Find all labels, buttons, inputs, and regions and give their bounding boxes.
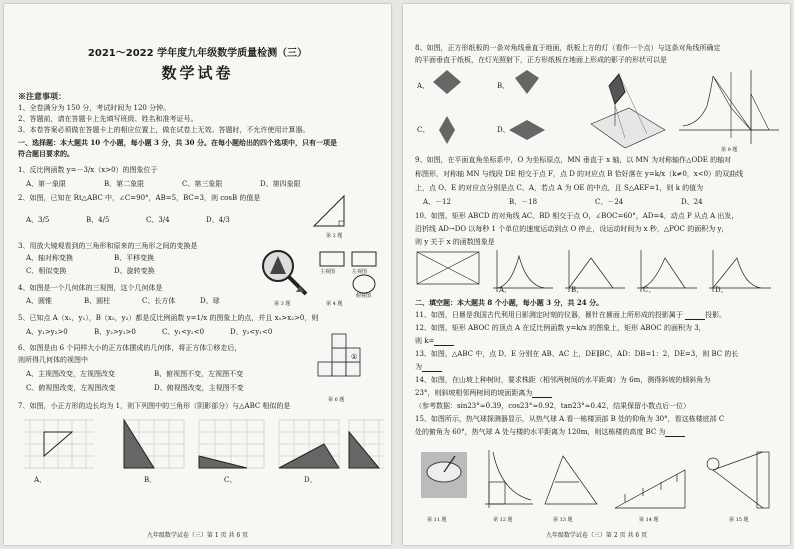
- q4-option-a: A、圆锥: [26, 297, 53, 305]
- exam-page-1: [4, 4, 391, 545]
- view-label-top: 俯视图: [356, 293, 372, 299]
- q8-option-a: A、: [417, 82, 430, 90]
- q7-option-b: B、: [144, 476, 157, 484]
- q6-option-a: A、主视图改变，左视图改变: [26, 370, 116, 378]
- q13-caption: 第 13 题: [553, 517, 573, 523]
- q11-caption: 第 11 题: [427, 517, 447, 523]
- question-8-line2: 的平面垂直于纸板，在灯光照射下，正方形纸板在地面上形成的影子的形状可以是: [415, 56, 667, 64]
- q7-option-d: D、: [304, 476, 317, 484]
- q7-option-c: C、: [224, 476, 237, 484]
- note-2: 2、答题前，请在答题卡上先填写班级、姓名和准考证号。: [18, 115, 198, 123]
- q15-caption: 第 15 题: [729, 517, 749, 523]
- question-4: 4、如图是一个几何体的三视图，这个几何体是: [18, 284, 163, 292]
- q14-text: 23°，则斜坡相邻两树间的坡面距离为: [415, 389, 533, 397]
- note-1: 1、全卷满分为 150 分，考试时间为 120 分钟。: [18, 104, 171, 112]
- q1-option-c: C、第三象限: [182, 180, 223, 188]
- question-15: 15、如图所示，热气球探测器显示，从热气球 A 看一栋楼顶部 B 处的仰角为 30°，看这栋楼底部 C: [415, 415, 725, 423]
- question-10: 10、如图，矩形 ABCD 的对角线 AC、BD 相交于点 O，∠BOC=60°，AD=4，动点 P 从点 A 出发，: [415, 212, 739, 220]
- q1-option-a: A、第一象限: [26, 180, 67, 188]
- q14-caption: 第 14 题: [639, 517, 659, 523]
- question-12-line2: [415, 337, 454, 346]
- note-3: 3、本卷答案必须做在答题卡上的相应位置上，做在试卷上无效。答题时，不允许使用计算器。: [18, 126, 310, 134]
- q9-option-c: C、－24: [595, 198, 624, 206]
- q3-option-c: C、相似变换: [26, 267, 67, 275]
- q12-blank[interactable]: [434, 339, 454, 346]
- q8-option-c: C、: [417, 126, 430, 134]
- q10-graph-options: [415, 248, 785, 294]
- q13-blank[interactable]: [422, 365, 442, 372]
- question-10-line3: 则 y 关于 x 的函数图象是: [415, 238, 495, 246]
- question-1: 1、反比例函数 y=－3/x（x>0）的图象位于: [18, 166, 158, 174]
- q2-option-d: D、4/3: [206, 216, 230, 224]
- question-6-line2: 则所得几何体的视图中: [18, 356, 88, 364]
- section1-heading: 一、选择题：本大题共 10 个小题，每小题 3 分，共 30 分。在每小题给出的四个选项中，只有一项是: [18, 138, 337, 147]
- q13-text: 为: [415, 363, 422, 371]
- q10-option-b: B、: [571, 286, 584, 294]
- question-7: 7、如图，小正方形的边长均为 1，则下列图中的三角形（阴影部分）与△ABC 相似的是: [18, 402, 291, 410]
- q8-lamp-figure: [585, 68, 671, 150]
- q9-caption: 第 9 题: [721, 147, 738, 153]
- q9-coordinate-figure: [675, 68, 783, 148]
- page-footer-1: 九年级数学试卷（三）第 1 页 共 6 页: [146, 532, 249, 539]
- q1-option-d: D、第四象限: [260, 180, 301, 188]
- three-views-figure: [318, 250, 384, 300]
- q14-blank[interactable]: [532, 391, 552, 398]
- question-9-line3: 上，点 O、E 的对应点分别是点 C、A，若点 A 为 OE 的中点，且 S△AEF=1，则 k 的值为: [415, 184, 704, 192]
- q2-option-a: A、3/5: [26, 216, 50, 224]
- question-14-line2: [415, 389, 552, 398]
- q10-option-a: A、: [499, 286, 512, 294]
- q3-option-a: A、轴对称变换: [26, 254, 74, 262]
- section2-heading: 二、填空题：本大题共 8 个小题，每小题 3 分，共 24 分。: [415, 298, 604, 307]
- q7-grid-figures: [24, 416, 384, 472]
- question-5: 5、已知点 A（x₁，y₁），B（x₂，y₂）都是反比例函数 y=1/x 的图象上的点，并且 x₁>x₂>0，则: [18, 314, 319, 322]
- q9-option-b: B、－18: [509, 198, 538, 206]
- view-label-front: 主视图: [320, 269, 336, 275]
- q15-text: 处的俯角为 60°，热气球 A 处与楼的水平距离为 120m，则这栋楼的高度 BC 为: [415, 428, 666, 436]
- q5-option-b: B、y₂>y₁>0: [94, 328, 136, 336]
- q2-option-b: B、4/5: [86, 216, 110, 224]
- q11-text: 11、如图，日晷是我国古代利用日影测定时刻的仪器，晷针在晷面上所形成的投影属于: [415, 311, 683, 319]
- q9-option-d: D、24: [681, 198, 703, 206]
- magnifier-figure: [258, 246, 314, 298]
- q6-option-c: C、俯视图改变，左视图改变: [26, 384, 116, 392]
- q6-option-b: B、俯视图不变，左视图不变: [154, 370, 244, 378]
- q8-shadow-options: [427, 68, 597, 148]
- q1-option-b: B、第二象限: [104, 180, 145, 188]
- q8-option-b: B、: [497, 82, 510, 90]
- view-label-side: 左视图: [352, 269, 368, 275]
- q15-blank[interactable]: [665, 430, 685, 437]
- exam-subtitle: 数学试卷: [161, 64, 234, 82]
- q2-option-c: C、3/4: [146, 216, 170, 224]
- q5-option-d: D、y₂<y₁<0: [230, 328, 273, 336]
- question-3: 3、用放大镜观看到的三角形和原来的三角形之间的变换是: [18, 242, 198, 250]
- question-13: 13、如图，△ABC 中，点 D、E 分别在 AB、AC 上，DE∥BC，AD：DB=1：2，DE=3，则 BC 的长: [415, 350, 739, 358]
- exam-page-2: [403, 4, 790, 545]
- q12-text: 则 k=: [415, 337, 435, 345]
- q6-option-d: D、俯视图改变，主视图不变: [154, 384, 244, 392]
- q7-option-a: A、: [34, 476, 47, 484]
- q4-caption: 第 4 题: [326, 301, 343, 307]
- q5-option-c: C、y₁<y₂<0: [162, 328, 205, 336]
- question-6: 6、如图是由 6 个同样大小的正方体摆成的几何体，将正方体①移走后，: [18, 344, 242, 352]
- q3-option-d: D、旋转变换: [114, 267, 155, 275]
- cubes-figure: [310, 322, 382, 394]
- q2-caption: 第 2 题: [326, 233, 343, 239]
- question-14-note: （参考数据：sin23°≈0.39，cos23°≈0.92，tan23°≈0.42，结果保留小数点后一位）: [415, 402, 691, 410]
- question-12: 12、如图，矩形 ABOC 的顶点 A 在反比例函数 y=k/x 的图象上，矩形 ABOC 的面积为 3，: [415, 324, 706, 332]
- question-13-line2: [415, 363, 442, 372]
- q3-caption: 第 3 题: [274, 301, 291, 307]
- q4-option-b: B、圆柱: [84, 297, 111, 305]
- q3-option-b: B、平移变换: [114, 254, 155, 262]
- exam-title: 2021～2022 学年度九年级数学质量检测（三）: [87, 48, 308, 59]
- question-15-line2: [415, 428, 685, 437]
- q6-caption: 第 6 题: [328, 397, 345, 403]
- q11-end: 投影。: [705, 311, 727, 319]
- q11-q15-figures: [415, 442, 783, 522]
- q4-option-c: C、长方体: [142, 297, 176, 305]
- q5-option-a: A、y₁>y₂>0: [26, 328, 68, 336]
- svg-text:①: ①: [351, 353, 358, 361]
- question-11: [415, 311, 726, 320]
- q10-option-d: D、: [715, 286, 728, 294]
- question-14: 14、如图，在山坡上种树时，要求株距（相邻两树间的水平距离）为 6m，测得斜坡的倾斜角为: [415, 376, 711, 384]
- q12-caption: 第 12 题: [493, 517, 513, 523]
- q9-option-a: A、－12: [423, 198, 451, 206]
- section1-heading-2: 符合题目要求的。: [18, 149, 74, 158]
- page-footer-2: 九年级数学试卷（三）第 2 页 共 6 页: [545, 532, 648, 539]
- q11-blank[interactable]: [685, 313, 705, 320]
- question-9: 9、如图，在平面直角坐标系中，O 为坐标原点，MN 垂直于 x 轴，以 MN 为对称轴作△ODE 的轴对: [415, 156, 732, 164]
- notes-heading: ※注意事项：: [18, 91, 66, 101]
- q2-triangle-figure: [304, 192, 364, 236]
- q4-option-d: D、球: [200, 297, 220, 305]
- question-8: 8、如图，正方形纸板的一条对角线垂直于地面，纸板上方的灯（看作一个点）与这条对角线所确定: [415, 44, 721, 52]
- question-9-line2: 称图形，对称轴 MN 与线段 DE 相交于点 F，点 D 的对应点 B 恰好落在 y=k/x（k≠0，x<0）的双曲线: [415, 170, 744, 178]
- q8-option-d: D、: [497, 126, 510, 134]
- question-2: 2、如图，已知在 Rt△ABC 中，∠C=90°，AB=5，BC=3，则 cosB 的值是: [18, 194, 261, 202]
- question-10-line2: 沿折线 AD→DO 以每秒 1 个单位的速度运动到点 O 停止，设运动时间为 x 秒，△POC 的面积为 y，: [415, 225, 729, 233]
- q10-option-c: C、: [643, 286, 656, 294]
